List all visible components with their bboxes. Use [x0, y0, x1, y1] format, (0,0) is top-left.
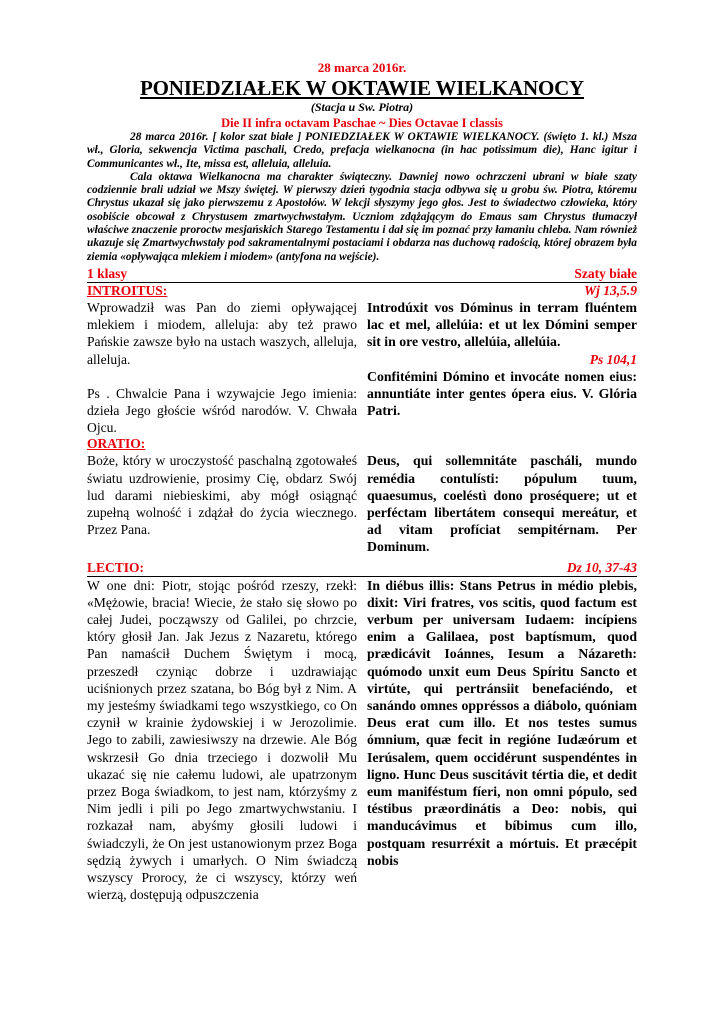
lectio-header [87, 560, 637, 577]
lectio-polish [87, 577, 357, 904]
lectio-latin [367, 577, 637, 904]
intro-rubric: 28 marca 2016r. [ kolor szat białe ] PONIEDZIAŁEK W OKTAWIE WIELKANOCY. (święto 1. kl.) Msza wł., Gloria, sekwencja Victima paschali, Credo, prefacja wielkanocna (in hac potissimum die), Hanc igitur i Communicantes wł., Ite, missa est, alleluia, alleluia. [87, 131, 637, 170]
psalm-ref: Ps 104,1 [589, 351, 637, 367]
mass-proper-page [87, 60, 637, 903]
psalm-latin-text: Confitémini Dómino et invocáte nomen eius: annuntiáte inter gentes ópera eius. V. Glória Patri. [367, 368, 637, 418]
lectio-label: LECTIO: [87, 559, 145, 575]
introitus-polish-text: Wprowadził was Pan do ziemi opływającej mlekiem i miodem, alleluja: aby też prawo Pańskie zawsze było na ustach waszych, alleluja, alleluja. [87, 299, 357, 367]
page-title: PONIEDZIAŁEK W OKTAWIE WIELKANOCY [139, 76, 585, 100]
introitus-latin-text: Introdúxit vos Dóminus in terram fluéntem lac et mel, allelúia: et ut lex Dómini semper sit in ore vestro, allelúia, allelúia. [367, 299, 637, 350]
lectio-latin-text: In diébus illis: Stans Petrus in médio plebis, dixit: Viri fratres, vos scitis, quod factum est verbum per universam Iudaem: incípiens enim a Galilaea, post baptísmum, quod prædicávit Ioánnes, Iesum a Názareth: quómodo unxit eum Deus Spíritu Sancto et virtúte, qui pertránsiit benefaciéndo, et sanándo omnes oppréssos a diábolo, quóniam Deus erat cum illo. Et nos testes sumus ómnium, quæ fecit in regióne Iudæórum et Ierúsalem, quem occidérunt suspendéntes in ligno. Hunc Deus suscitávit tértia die, et dedit eum maniféstum fíeri, non omni pópulo, sed téstibus præordinátis a Deo: nobis, qui manducávimus et bíbimus cum illo, postquam resurréxit a mórtuis. Et præcépit nobis [367, 577, 637, 868]
date-heading: 28 marca 2016r. [317, 60, 407, 75]
lectio-polish-text: W one dni: Piotr, stojąc pośród rzeszy, rzekł: «Mężowie, bracia! Wiecie, że stało się słowo po całej Judei, począwszy od Galilei, po chrzcie, który głosił Jan. Jak Jezus z Nazaretu, którego Pan namaścił Duchem Świętym i mocą, przeszedł czyniąc dobrze i uzdrawiając uciśnionych przez szatana, bo Bóg był z Nim. A my jesteśmy świadkami tego wszystkiego, co On czynił w krainie żydowskiej i w Jerozolimie. Jego to zabili, zawiesiwszy na drzewie. Ale Bóg wskrzesił Go dnia trzeciego i dozwolił Mu ukazać się nie całemu ludowi, ale upatrzonym przez Boga świadkom, to jest nam, którzyśmy z Nim jedli i pili po Jego zmartwychwstaniu. I rozkazał nam, abyśmy głosili ludowi i świadczyli, że On jest ustanowionym przez Boga sędzią żywych i umarłych. O Nim świadczą wszyscy Prorocy, że ci wszyscy, którzy weń wierzą, dostępują odpuszczenia [87, 577, 357, 903]
vestment-label: Szaty białe [574, 265, 637, 281]
lectio-ref: Dz 10, 37-43 [566, 559, 637, 575]
psalm-polish-text: Ps . Chwalcie Pana i wzywajcie Jego imienia: dzieła Jego głoście wśród narodów. V. Chwała Ojcu. [87, 385, 357, 436]
introitus-latin [367, 299, 637, 436]
latin-feast-title: Die II infra octavam Paschae ~ Dies Octavae I classis [221, 116, 503, 130]
introitus-columns [87, 299, 637, 436]
introitus-label: INTROITUS: [87, 282, 168, 298]
introitus-polish [87, 299, 357, 436]
oratio-latin-text: Deus, qui sollemnitáte pascháli, mundo remédia contulísti: pópulum tuum, quaesumus, coeléstì dono proséquere; ut et perféctam libertátem consequi mereátur, et ad vitam profíciat sempitérnam. Per Dominum. [367, 453, 637, 555]
introitus-header [87, 283, 637, 299]
oratio-polish [87, 436, 357, 555]
station-note: (Stacja u Sw. Piotra) [310, 100, 414, 114]
oratio-label: ORATIO: [87, 436, 146, 452]
introitus-ref: Wj 13,5.9 [584, 282, 637, 298]
oratio-columns [87, 436, 637, 555]
oratio-latin [367, 436, 637, 555]
class-label: 1 klasy [87, 265, 128, 281]
oratio-polish-text: Boże, który w uroczystość paschalną zgotowałeś światu uzdrowienie, prosimy Cię, obdarz Swój lud darami niebieskimi, aby mógł osiągnąć zupełną wolność i zdążał do życia wiecznego. Przez Pana. [87, 453, 357, 538]
class-row [87, 266, 637, 283]
lectio-columns [87, 577, 637, 904]
intro-commentary: Cala oktawa Wielkanocna ma charakter świąteczny. Dawniej nowo ochrzczeni ubrani w białe szaty codziennie brali udział we Mszy świętej. W pierwszy dzień tygodnia stacja odbywa się u grobu św. Piotra, któremu Chrystus ukazał się jako pierwszemu z Apostołów. W lekcji słyszymy jego głos. Jest to świadectwo człowieka, który osobiście obcował z Chrystusem zmartwychwstałym. Uczniom zdążającym do Emaus sam Chrystus tłumaczył właściwe znaczenie proroctw mesjańskich Starego Testamentu i dał się im poznać przy łamaniu chleba. Nam również ukazuje się Zmartwychwstały pod sakramentalnymi postaciami i obdarza nas duchową radością, której obrazem była ziemia «opływająca mlekiem i miodem» (antyfona na wejście). [87, 170, 637, 263]
